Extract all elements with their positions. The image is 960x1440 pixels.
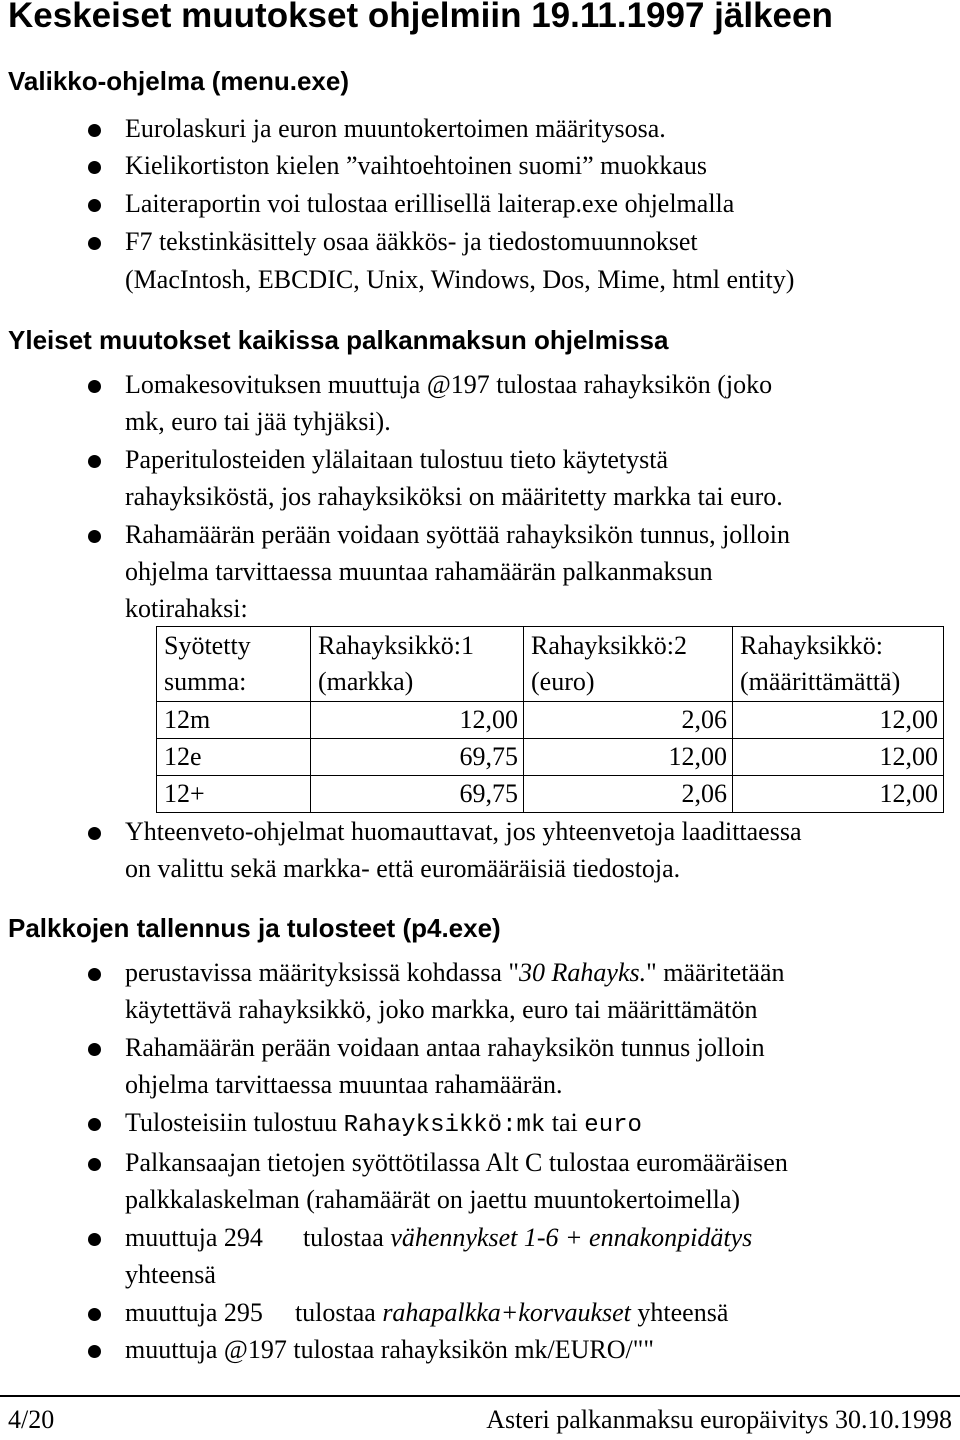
list-item: Laiteraportin voi tulostaa erillisellä laiterap.exe ohjelmalla [125, 189, 735, 218]
bullet-icon [88, 199, 101, 212]
list-item-continuation: on valittu sekä markka- että euromääräisiä tiedostoja. [125, 854, 681, 883]
list-item: Yhteenveto-ohjelmat huomauttavat, jos yhteenvetoja laadittaessa [125, 817, 802, 846]
list-item: Kielikortiston kielen ”vaihtoehtoinen suomi” muokkaus [125, 151, 708, 180]
list-item: Rahamäärän perään voidaan antaa rahayksikön tunnus jolloin [125, 1033, 765, 1062]
bullet-icon [88, 1158, 101, 1171]
bullet-icon [88, 1308, 101, 1321]
table-row [157, 739, 944, 776]
list-item-continuation: käytettävä rahayksikkö, joko markka, euro tai määrittämätön [125, 995, 758, 1024]
bullet-icon [88, 827, 101, 840]
list-item-continuation: ohjelma tarvittaessa muuntaa rahamäärän palkanmaksun [125, 557, 713, 586]
list-item-continuation: rahayksiköstä, jos rahayksiköksi on määritetty markka tai euro. [125, 482, 783, 511]
list-item-continuation: mk, euro tai jää tyhjäksi). [125, 407, 391, 436]
page-number: 4/20 [8, 1405, 55, 1434]
bullet-icon [88, 1233, 101, 1246]
menu-section-heading: Valikko-ohjelma (menu.exe) [8, 66, 350, 96]
table-cell: 2,06 [524, 702, 733, 739]
table-row [157, 702, 944, 739]
list-item-continuation: ohjelma tarvittaessa muuntaa rahamäärän. [125, 1070, 563, 1099]
list-item: F7 tekstinkäsittely osaa ääkkös- ja tiedostomuunnokset [125, 227, 698, 256]
bullet-icon [88, 1345, 101, 1358]
table-header-cell: Rahayksikkö: (määrittämättä) [733, 627, 944, 702]
p4-section-heading: Palkkojen tallennus ja tulosteet (p4.exe) [8, 913, 501, 943]
bullet-icon [88, 530, 101, 543]
table-cell: 12m [157, 702, 311, 739]
table-cell: 69,75 [311, 739, 524, 776]
currency-conversion-table [156, 626, 944, 813]
list-item: muuttuja 294 tulostaa vähennykset 1-6 + ennakonpidätys [125, 1223, 753, 1252]
list-item: Lomakesovituksen muuttuja @197 tulostaa rahayksikön (joko [125, 370, 773, 399]
list-item: Eurolaskuri ja euron muuntokertoimen määritysosa. [125, 114, 666, 143]
footer-divider [0, 1395, 960, 1397]
list-item-continuation: (MacIntosh, EBCDIC, Unix, Windows, Dos, Mime, html entity) [125, 265, 795, 294]
bullet-icon [88, 380, 101, 393]
table-cell: 69,75 [311, 776, 524, 813]
table-header-row [157, 627, 944, 702]
list-item-continuation: kotirahaksi: [125, 594, 248, 623]
bullet-icon [88, 1118, 101, 1131]
list-item: muuttuja 295 tulostaa rahapalkka+korvaukset yhteensä [125, 1298, 729, 1327]
bullet-icon [88, 1043, 101, 1056]
list-item: Paperitulosteiden ylälaitaan tulostuu tieto käytetystä [125, 445, 668, 474]
table-cell: 12,00 [311, 702, 524, 739]
table-cell: 12+ [157, 776, 311, 813]
footer-document-title: Asteri palkanmaksu europäivitys 30.10.1998 [486, 1405, 952, 1434]
table-cell: 12,00 [524, 739, 733, 776]
bullet-icon [88, 968, 101, 981]
table-row [157, 776, 944, 813]
table-header-cell: Rahayksikkö:2 (euro) [524, 627, 733, 702]
table-cell: 12,00 [733, 739, 944, 776]
bullet-icon [88, 237, 101, 250]
list-item: Palkansaajan tietojen syöttötilassa Alt C tulostaa euromääräisen [125, 1148, 788, 1177]
table-cell: 2,06 [524, 776, 733, 813]
table-header-cell: Rahayksikkö:1 (markka) [311, 627, 524, 702]
table-cell: 12,00 [733, 702, 944, 739]
list-item-continuation: yhteensä [125, 1260, 216, 1289]
list-item: Rahamäärän perään voidaan syöttää rahayksikön tunnus, jolloin [125, 520, 790, 549]
table-header-cell: Syötetty summa: [157, 627, 311, 702]
table-cell: 12,00 [733, 776, 944, 813]
bullet-icon [88, 124, 101, 137]
bullet-icon [88, 455, 101, 468]
list-item: muuttuja @197 tulostaa rahayksikön mk/EURO/"" [125, 1335, 655, 1364]
list-item: perustavissa määrityksissä kohdassa "30 Rahayks." määritetään [125, 958, 785, 987]
general-section-heading: Yleiset muutokset kaikissa palkanmaksun ohjelmissa [8, 325, 669, 355]
page-title: Keskeiset muutokset ohjelmiin 19.11.1997 jälkeen [8, 0, 833, 35]
list-item-continuation: palkkalaskelman (rahamäärät on jaettu muuntokertoimella) [125, 1185, 741, 1214]
list-item: Tulosteisiin tulostuu Rahayksikkö:mk tai euro [125, 1108, 642, 1139]
bullet-icon [88, 161, 101, 174]
table-cell: 12e [157, 739, 311, 776]
